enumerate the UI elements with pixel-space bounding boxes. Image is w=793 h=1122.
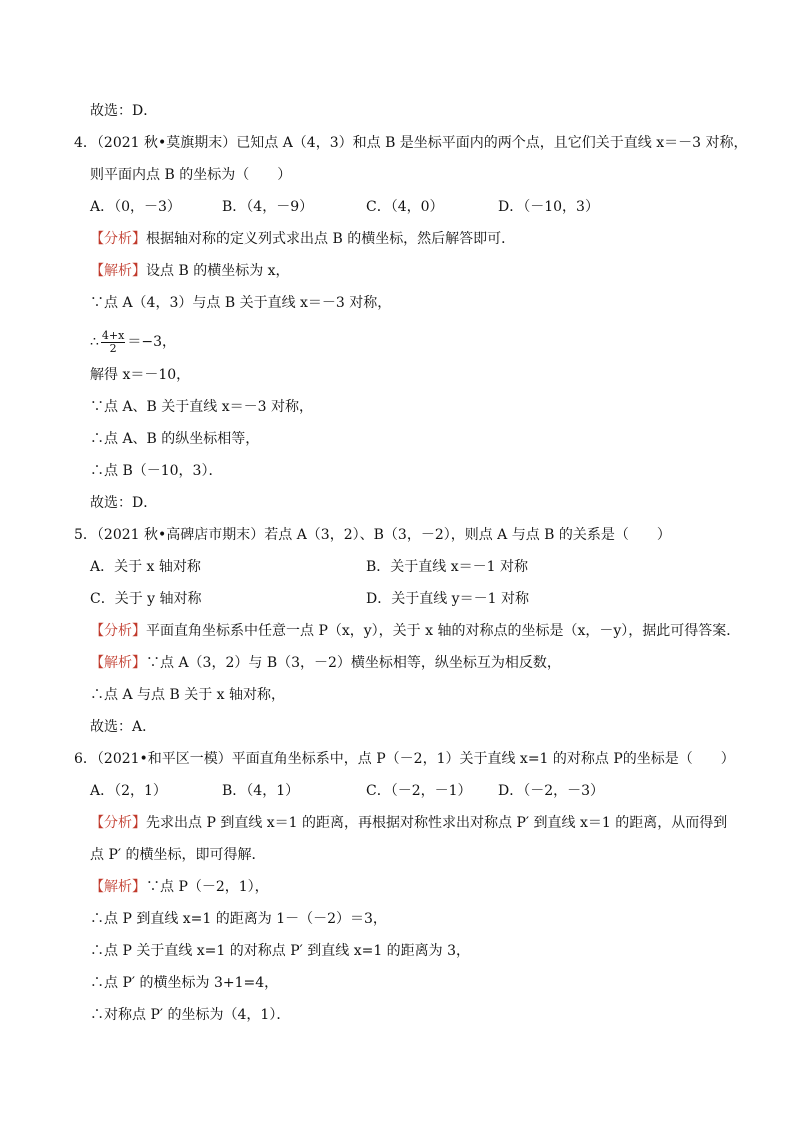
- q5-option-c: C．关于 y 轴对称: [90, 591, 202, 607]
- q6-stem-line1: 6．（2021•和平区一模）平面直角坐标系中，点 P（－2，1）关于直线 x=1 的对称点 P的坐标是（ ）: [74, 751, 735, 767]
- q4-option-a: A．（0，－3）: [90, 199, 181, 215]
- q4-solution-line1: [90, 262, 290, 280]
- q4-stem-line1: 4．（2021 秋•莫旗期末）已知点 A（4，3）和点 B 是坐标平面内的两个点，且它们关于直线 x＝－3 对称，: [74, 135, 748, 151]
- solution-tag: 【解析】: [90, 879, 146, 895]
- q6-option-a: A．（2，1）: [90, 783, 167, 799]
- q4-option-d: D．（－10，3）: [498, 199, 599, 215]
- q4-solution-line2: ∵点 A（4，3）与点 B 关于直线 x＝－3 对称，: [90, 295, 392, 311]
- analysis-text: 平面直角坐标系中任意一点 P（x，y），关于 x 轴的对称点的坐标是（x，－y），据此可得答案．: [146, 623, 741, 639]
- q4-solution-line3: [90, 326, 176, 358]
- q4-solution-line4: 解得 x＝－10，: [90, 367, 191, 383]
- q6-option-b: B．（4，1）: [222, 783, 300, 799]
- q5-solution-line2: ∴点 A 与点 B 关于 x 轴对称，: [90, 687, 285, 703]
- q4-answer: 故选：D．: [90, 495, 158, 511]
- q5-analysis: [90, 622, 740, 640]
- q5-option-b: B．关于直线 x＝－1 对称: [366, 559, 528, 575]
- q6-solution-line5: ∴对称点 P′ 的坐标为（4，1）．: [90, 1007, 291, 1023]
- q5-answer: 故选：A．: [90, 719, 157, 735]
- analysis-text: 根据轴对称的定义列式求出点 B 的横坐标，然后解答即可．: [146, 231, 516, 247]
- analysis-tag: 【分析】: [90, 623, 146, 639]
- q5-solution-line1: [90, 654, 561, 672]
- fraction: [101, 330, 125, 355]
- q6-solution-line3: ∴点 P 关于直线 x=1 的对称点 P′ 到直线 x=1 的距离为 3，: [90, 943, 471, 959]
- q6-solution-line1: [90, 878, 269, 896]
- solution-tag: 【解析】: [90, 263, 146, 279]
- therefore-symbol: ∴: [90, 334, 99, 350]
- q4-solution-line5: ∵点 A、B 关于直线 x＝－3 对称，: [90, 399, 314, 415]
- q4-option-c: C．（4，0）: [366, 199, 444, 215]
- q4-solution-line6: ∴点 A、B 的纵坐标相等，: [90, 431, 260, 447]
- solution-text: ∵点 A（3，2）与 B（3，－2）横坐标相等，纵坐标互为相反数，: [146, 655, 561, 671]
- q5-option-a: A．关于 x 轴对称: [90, 559, 201, 575]
- equation-rhs: ＝−3，: [127, 334, 176, 350]
- q6-option-c: C．（－2，－1）: [366, 783, 472, 799]
- fraction-denominator: 2: [109, 341, 117, 355]
- q6-analysis-line1: [90, 814, 727, 832]
- q4-option-b: B．（4，－9）: [222, 199, 314, 215]
- fraction-numerator: 4+x: [101, 328, 125, 342]
- analysis-text: 先求出点 P 到直线 x＝1 的距离，再根据对称性求出对称点 P′ 到直线 x＝1 的距离，从而得到: [146, 815, 728, 831]
- solution-text: ∵点 P（－2，1），: [146, 879, 269, 895]
- q4-solution-line7: ∴点 B（－10，3）．: [90, 463, 223, 479]
- q6-solution-line2: ∴点 P 到直线 x=1 的距离为 1－（－2）＝3，: [90, 911, 387, 927]
- solution-tag: 【解析】: [90, 655, 146, 671]
- q6-option-d: D．（－2，－3）: [498, 783, 605, 799]
- analysis-tag: 【分析】: [90, 815, 146, 831]
- q5-option-d: D．关于直线 y＝－1 对称: [366, 591, 529, 607]
- q6-solution-line4: ∴点 P′ 的横坐标为 3+1=4，: [90, 975, 279, 991]
- q5-stem-line1: 5．（2021 秋•高碑店市期末）若点 A（3，2）、B（3，－2），则点 A 与点 B 的关系是（ ）: [74, 527, 671, 543]
- q6-analysis-line2: 点 P′ 的横坐标，即可得解．: [90, 847, 266, 863]
- q4-stem-line2: 则平面内点 B 的坐标为（ ）: [90, 167, 292, 183]
- analysis-tag: 【分析】: [90, 231, 146, 247]
- top-answer: 故选：D．: [90, 103, 158, 119]
- solution-text: 设点 B 的横坐标为 x，: [146, 263, 290, 279]
- q4-analysis: [90, 230, 515, 248]
